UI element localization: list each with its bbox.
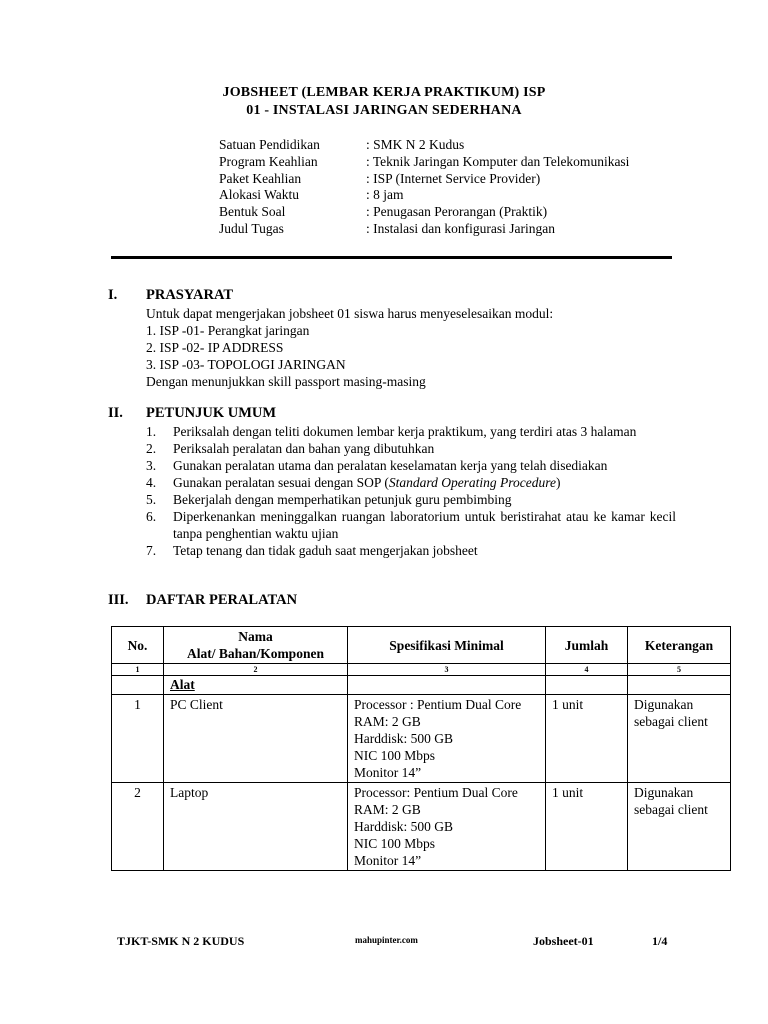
row-jumlah: 1 unit [546,695,628,783]
list-number: 3. [146,458,157,473]
prasyarat-line: 3. ISP -03- TOPOLOGI JARINGAN [146,357,346,372]
section-title: PETUNJUK UMUM [146,405,277,421]
table-row [112,695,731,783]
list-text: Tetap tenang dan tidak gaduh saat mengerjakan jobsheet [173,543,478,558]
info-key: Satuan Pendidikan [219,137,320,152]
row-nama: PC Client [164,695,348,783]
header-nama-line2: Alat/ Bahan/Komponen [187,646,324,661]
spec-line: Harddisk: 500 GB [354,819,453,834]
spec-line: Processor : Pentium Dual Core [354,697,522,712]
group-cell-empty [628,676,731,695]
list-text-part: ) [556,475,561,490]
info-row [219,137,629,154]
spec-line: NIC 100 Mbps [354,836,436,851]
group-cell-empty [112,676,164,695]
equipment-table [111,626,731,871]
list-number: 7. [146,543,157,558]
section-heading-prasyarat [108,287,233,304]
prasyarat-line: Untuk dapat mengerjakan jobsheet 01 siswa harus menyeselesaikan modul: [146,306,554,321]
group-cell-empty [348,676,546,695]
info-key: Paket Keahlian [219,170,302,186]
info-value: : Instalasi dan konfigurasi Jaringan [366,220,555,236]
info-value: : ISP (Internet Service Provider) [366,170,541,186]
row-spec [348,783,546,871]
index-cell: 2 [164,664,348,676]
list-text-part: Gunakan peralatan sesuai dengan SOP ( [173,475,389,490]
info-key: Program Keahlian [219,153,318,169]
list-number: 5. [146,492,157,507]
section-number: I. [108,287,118,303]
info-row [219,171,629,188]
info-value: : SMK N 2 Kudus [366,137,465,152]
section-heading-petunjuk-umum [108,405,276,422]
list-number: 6. [146,509,157,524]
info-key: Alokasi Waktu [219,187,300,203]
table-row [112,783,731,871]
document-title-line1: JOBSHEET (LEMBAR KERJA PRAKTIKUM) ISP [222,85,546,100]
info-key: Judul Tugas [219,220,284,236]
list-item [146,474,676,491]
table-group-row [112,676,731,695]
group-label: Alat [170,677,195,692]
petunjuk-list [146,423,676,559]
prasyarat-line: Dengan menunjukkan skill passport masing-masing [146,374,426,389]
row-no: 2 [112,783,164,871]
header-divider [111,256,672,259]
info-key: Bentuk Soal [219,204,286,220]
row-spec [348,695,546,783]
index-cell: 4 [546,664,628,676]
info-value: : Penugasan Perorangan (Praktik) [366,204,548,220]
info-row [219,154,629,171]
table-header-row [112,627,731,664]
footer-right: Jobsheet-01 [533,934,594,948]
list-item [146,491,676,508]
index-cell: 1 [112,664,164,676]
index-cell: 5 [628,664,731,676]
row-nama: Laptop [164,783,348,871]
spec-line: Monitor 14” [354,765,422,780]
header-spesifikasi: Spesifikasi Minimal [348,627,546,664]
list-text [173,474,676,491]
list-item [146,542,676,559]
group-label-cell [164,676,348,695]
header-nama-line1: Nama [238,629,273,644]
info-row [219,187,629,204]
info-value: : 8 jam [366,187,404,203]
list-number: 4. [146,475,157,490]
spec-line: Processor: Pentium Dual Core [354,785,518,800]
row-no: 1 [112,695,164,783]
document-title-line2: 01 - INSTALASI JARINGAN SEDERHANA [246,103,522,118]
group-cell-empty [546,676,628,695]
header-no: No. [112,627,164,664]
section-title: DAFTAR PERALATAN [146,592,298,608]
header-keterangan: Keterangan [628,627,731,664]
row-keterangan: Digunakan sebagai client [628,783,731,871]
list-number: 1. [146,424,157,439]
row-keterangan: Digunakan sebagai client [628,695,731,783]
list-number: 2. [146,441,157,456]
spec-line: Monitor 14” [354,853,422,868]
list-item [146,423,676,440]
spec-line: RAM: 2 GB [354,714,421,729]
prasyarat-body [146,305,553,390]
spec-line: Harddisk: 500 GB [354,731,453,746]
spec-line: RAM: 2 GB [354,802,421,817]
row-jumlah: 1 unit [546,783,628,871]
footer-center: mahupinter.com [355,935,418,945]
list-item [146,457,676,474]
prasyarat-line: 1. ISP -01- Perangkat jaringan [146,323,310,338]
section-number: II. [108,405,123,421]
index-cell: 3 [348,664,546,676]
spec-line: NIC 100 Mbps [354,748,436,763]
table-index-row [112,664,731,676]
list-item [146,440,676,457]
list-text: Periksalah peralatan dan bahan yang dibutuhkan [173,441,435,456]
prasyarat-line: 2. ISP -02- IP ADDRESS [146,340,284,355]
list-text: Diperkenankan meninggalkan ruangan laboratorium untuk beristirahat atau ke kamar kecil tanpa penghentian waktu ujian [173,509,676,541]
section-title: PRASYARAT [146,287,234,303]
info-row [219,204,629,221]
header-nama [164,627,348,664]
info-row [219,221,629,238]
list-text-italic: Standard Operating Procedure [388,475,557,490]
header-jumlah: Jumlah [546,627,628,664]
list-item [146,508,676,542]
list-text: Bekerjalah dengan memperhatikan petunjuk guru pembimbing [173,492,512,507]
footer-page: 1/4 [652,934,668,948]
section-heading-daftar-peralatan [108,592,297,609]
list-text: Gunakan peralatan utama dan peralatan keselamatan kerja yang telah disediakan [173,458,608,473]
footer-left: TJKT-SMK N 2 KUDUS [117,934,245,948]
document-info [219,137,629,238]
info-value: : Teknik Jaringan Komputer dan Telekomunikasi [366,153,630,169]
list-text: Periksalah dengan teliti dokumen lembar kerja praktikum, yang terdiri atas 3 halaman [173,424,637,439]
section-number: III. [108,592,129,608]
